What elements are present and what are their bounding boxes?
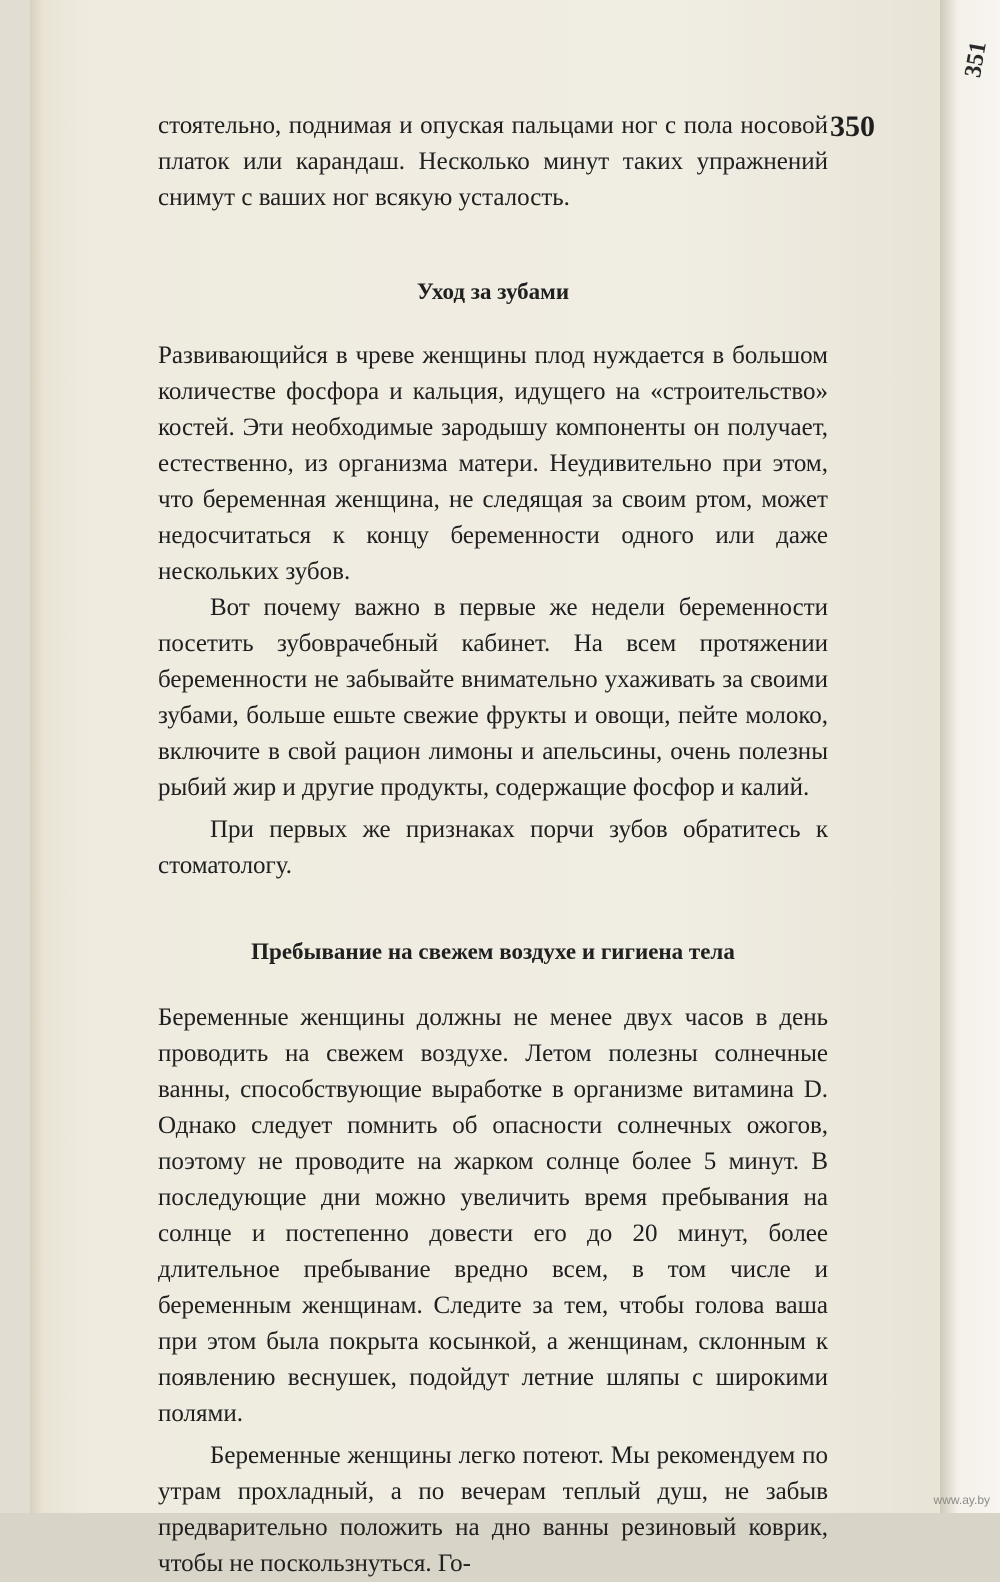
text-column bbox=[158, 108, 828, 1582]
paragraph: Беременные женщины легко потеют. Мы рекомендуем по утрам прохладный, а по вечерам теплый душ, не забыв предварительно положить на дно ванны резиновый коврик, чтобы не поскользнуться. Го- bbox=[158, 1442, 828, 1577]
section-heading-fresh-air-hygiene: Пребывание на свежем воздухе и гигиена тела bbox=[251, 939, 735, 964]
paragraph: Развивающийся в чреве женщины плод нуждается в большом количестве фосфора и кальция, идущего на «строительство» костей. Эти необходимые зародышу компоненты он получает, естественно, из организма матери. Неудивительно при этом, что беременная женщина, не следящая за своим ртом, может недосчитаться к концу беременности одного или даже нескольких зубов. bbox=[158, 342, 828, 585]
paragraph: Вот почему важно в первые же недели беременности посетить зубоврачебный кабинет. На всем протяжении беременности не забывайте внимательно ухаживать за своими зубами, больше ешьте свежие фрукты и овощи, пейте молоко, включите в свой рацион лимоны и апельсины, очень полезны рыбий жир и другие продукты, содержащие фосфор и калий. bbox=[158, 594, 828, 801]
continuation-paragraph: стоятельно, поднимая и опуская пальцами ног с пола носовой платок или карандаш. Несколько минут таких упражнений снимут с ваших ног всякую усталость. bbox=[158, 112, 828, 211]
next-page-number: 351 bbox=[960, 39, 992, 80]
page-number: 350 bbox=[830, 110, 875, 143]
paragraph: Беременные женщины должны не менее двух часов в день проводить на свежем воздухе. Летом полезны солнечные ванны, способствующие выработке в организме витамина D. Однако следует помнить об опасности солнечных ожогов, поэтому не проводите на жарком солнце более 5 минут. В последующие дни можно увеличить время пребывания на солнце и постепенно довести его до 20 минут, более длительное пребывание вредно всем, в том числе и беременным женщинам. Следите за тем, чтобы голова ваша при этом была покрыта косынкой, а женщинам, склонным к появлению веснушек, подойдут летние шляпы с широкими полями. bbox=[158, 1004, 828, 1427]
watermark: www.ay.by bbox=[933, 1493, 990, 1507]
next-page-edge bbox=[940, 0, 1000, 1513]
section-heading-dental-care: Уход за зубами bbox=[416, 279, 570, 304]
paragraph: При первых же признаках порчи зубов обратитесь к стоматологу. bbox=[158, 816, 828, 879]
